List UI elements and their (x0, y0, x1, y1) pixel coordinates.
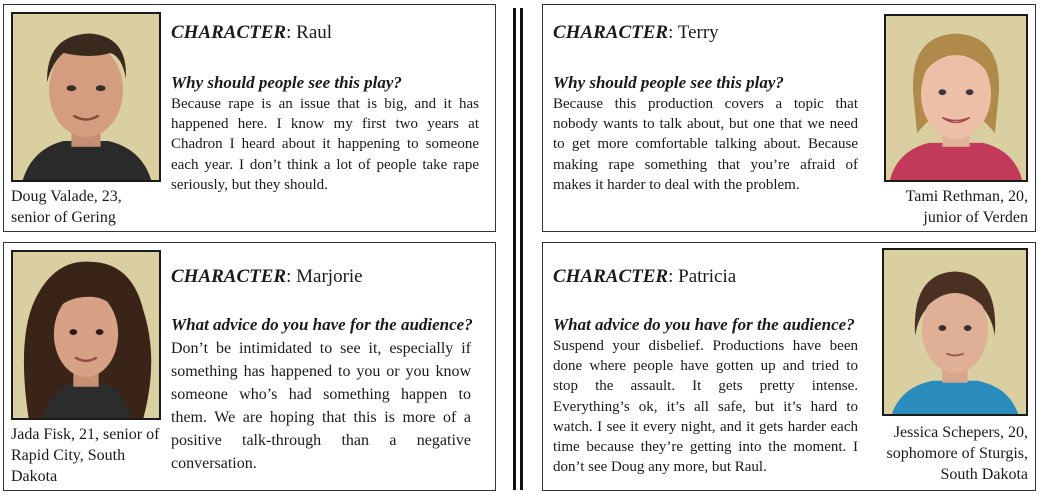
answer-text: Because rape is an issue that is big, and it has happened here. I know my first two years at Chadron I heard about it happening to someone each year. I don’t think a lot of people take rape seriously, but they should. (171, 96, 479, 193)
portrait-photo-jessica-schepers (882, 248, 1028, 416)
photo-caption: Tami Rethman, 20, junior of Verden (905, 188, 1028, 226)
card-patricia (542, 242, 1036, 491)
question-heading: What advice do you have for the audience? (171, 315, 473, 334)
character-key: CHARACTER (553, 266, 669, 287)
column-divider-left-rule (513, 8, 516, 490)
card-marjorie (3, 242, 496, 491)
card-raul (3, 4, 496, 232)
character-colon: : (286, 266, 297, 287)
character-name: Terry (677, 22, 719, 43)
character-key: CHARACTER (171, 22, 287, 43)
answer-text: Because this production covers a topic that nobody wants to talk about, but one that we need to get more comfortable talking about. Because making rape something that you’re afraid of makes it harder to deal with the problem. (553, 96, 858, 193)
photo-caption: Jada Fisk, 21, senior of Rapid City, South Dakota (11, 426, 160, 485)
photo-caption: Jessica Schepers, 20, sophomore of Sturgis, South Dakota (886, 424, 1028, 483)
character-line (553, 21, 719, 45)
character-name: Marjorie (296, 266, 363, 287)
question-heading: Why should people see this play? (171, 73, 402, 92)
answer-text: Don’t be intimidated to see it, especially if something has happened to you or you know someone who’s had something happen to them. We are hoping that this is more of a positive talk-through than a negative conversation. (171, 340, 471, 472)
portrait-photo-jada-fisk (11, 250, 161, 420)
character-line (171, 21, 332, 45)
portrait-photo-tami-rethman (884, 14, 1028, 182)
answer-text: Suspend your disbelief. Productions have been done where people have gotten up and tried to stop the assault. It gets pretty intense. Everything’s ok, it’s all safe, but it’s hard to watch. I see it every night, and it gets harder each time because they’re getting into the moment. I don’t see Doug any more, but Raul. (553, 338, 858, 476)
character-name: Patricia (678, 266, 737, 287)
character-colon: : (668, 22, 678, 43)
character-line (553, 265, 736, 289)
character-key: CHARACTER (553, 22, 669, 43)
card-terry (542, 4, 1036, 232)
column-divider-right-rule (520, 8, 523, 490)
character-colon: : (286, 22, 297, 43)
portrait-photo-doug-valade (11, 12, 161, 182)
character-name: Raul (296, 22, 333, 43)
character-colon: : (668, 266, 679, 287)
photo-caption: Doug Valade, 23, senior of Gering (11, 188, 122, 226)
question-heading: What advice do you have for the audience? (553, 315, 855, 334)
character-key: CHARACTER (171, 266, 287, 287)
question-heading: Why should people see this play? (553, 73, 784, 92)
character-line (171, 265, 363, 289)
